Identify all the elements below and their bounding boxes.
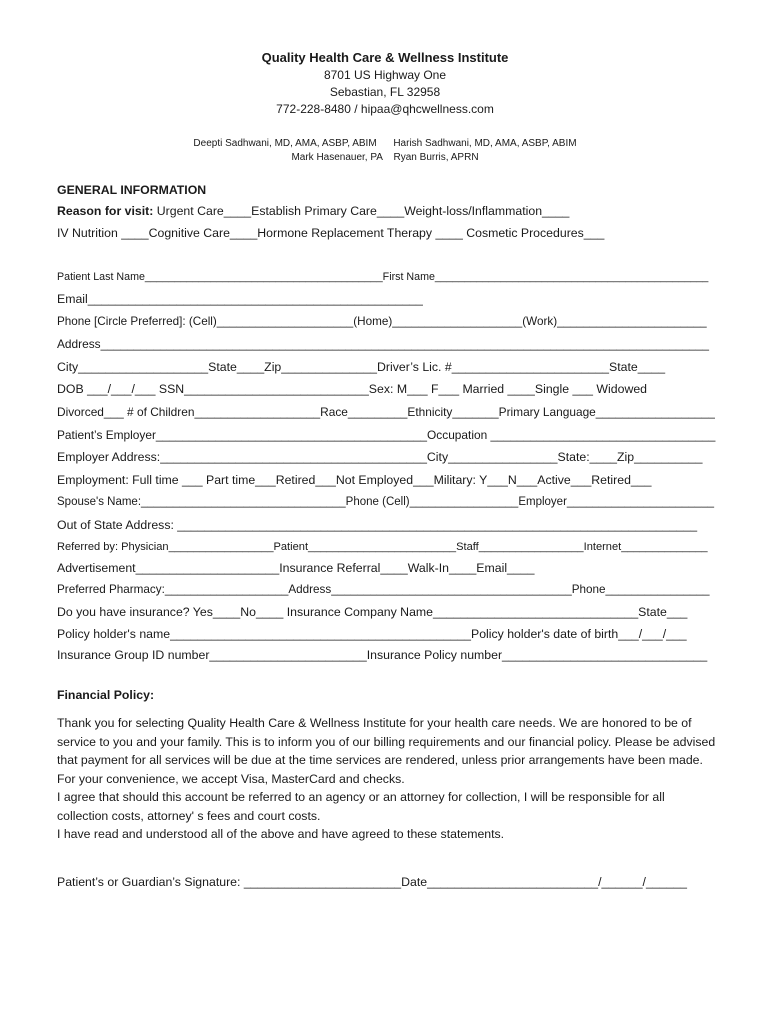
- phone-field[interactable]: Phone [Circle Preferred]: (Cell)_____________________(Home)____________________(Work)_______________________: [57, 315, 707, 328]
- insurance-group-field[interactable]: Insurance Group ID number_______________________Insurance Policy number______________________________: [57, 648, 708, 662]
- reason-for-visit-label: Reason for visit:: [57, 204, 154, 218]
- address-field[interactable]: Address____________________________________________________________________________________________: [57, 337, 710, 351]
- divorced-children-field[interactable]: Divorced___ # of Children___________________Race_________Ethnicity_______Primary Language__________________: [57, 405, 715, 419]
- clinic-address-line1: 8701 US Highway One: [323, 68, 447, 82]
- out-of-state-address-field[interactable]: Out of State Address: ____________________________________________________________________________: [57, 518, 698, 532]
- clinic-title: Quality Health Care & Wellness Institute: [261, 50, 509, 65]
- employer-address-field[interactable]: Employer Address:_______________________________________City________________State:____Zip__________: [57, 450, 703, 464]
- city-state-zip-field[interactable]: City___________________State____Zip______________Driver’s Lic. #_______________________State____: [57, 360, 666, 374]
- email-field[interactable]: Email_________________________________________________: [57, 292, 423, 306]
- clinic-address-line2: Sebastian, FL 32958: [329, 85, 441, 99]
- doctors-line2: Mark Hasenauer, PA Ryan Burris, APRN: [291, 152, 479, 163]
- employer-field[interactable]: Patient’s Employer_________________________________________Occupation __________________________________: [57, 428, 716, 442]
- financial-policy-heading: Financial Policy:: [57, 688, 155, 702]
- pharmacy-field[interactable]: Preferred Pharmacy:___________________Address_____________________________________Phone________________: [57, 583, 710, 596]
- advertisement-field[interactable]: Advertisement_____________________Insurance Referral____Walk-In____Email____: [57, 561, 535, 575]
- patient-name-field[interactable]: Patient Last Name________________________________________First Name______________________________________________: [57, 271, 709, 283]
- reason-for-visit-row[interactable]: [57, 203, 717, 219]
- financial-policy-text: [57, 714, 717, 844]
- employment-field[interactable]: Employment: Full time ___ Part time___Retired___Not Employed___Military: Y___N___Active___Retired___: [57, 473, 652, 487]
- general-information-heading: GENERAL INFORMATION: [57, 183, 207, 197]
- financial-paragraph-1: Thank you for selecting Quality Health Care & Wellness Institute for your health care needs. We are honored to be of service to you and your family. This is to inform you of our billing requirements and our financial policy. Please be advised that payment for all services will be due at the time services are rendered, unless prior arrangements have been made. For your convenience, we accept Visa, MasterCard and checks.: [57, 716, 716, 786]
- clinic-contact: 772-228-8480 / hipaa@qhcwellness.com: [276, 102, 494, 116]
- spouse-field[interactable]: Spouse's Name:________________________________Phone (Cell)_________________Employer_______________________: [57, 496, 714, 508]
- reason-options-row2[interactable]: IV Nutrition ____Cognitive Care____Hormone Replacement Therapy ____ Cosmetic Procedures___: [57, 226, 605, 240]
- doctors-line1: Deepti Sadhwani, MD, AMA, ASBP, ABIM Harish Sadhwani, MD, AMA, ASBP, ABIM: [193, 138, 577, 149]
- referred-by-field[interactable]: Referred by: Physician_________________Patient________________________Staff_________________Internet______________: [57, 541, 708, 553]
- policy-holder-field[interactable]: Policy holder's name____________________________________________Policy holder's date of birth___/___/___: [57, 627, 687, 641]
- financial-paragraph-3: I have read and understood all of the above and have agreed to these statements.: [57, 827, 505, 841]
- reason-options[interactable]: Urgent Care____Establish Primary Care____Weight-loss/Inflammation____: [156, 204, 570, 218]
- insurance-field[interactable]: Do you have insurance? Yes____No____ Insurance Company Name______________________________State___: [57, 605, 688, 619]
- dob-ssn-sex-field[interactable]: DOB ___/___/___ SSN___________________________Sex: M___ F___ Married ____Single ___ Widowed: [57, 382, 648, 396]
- signature-date-field[interactable]: Patient’s or Guardian’s Signature: _______________________Date_________________________/______/______: [57, 875, 687, 889]
- financial-paragraph-2: I agree that should this account be referred to an agency or an attorney for collection, I will be responsible for all collection costs, attorney' s fees and court costs.: [57, 790, 665, 823]
